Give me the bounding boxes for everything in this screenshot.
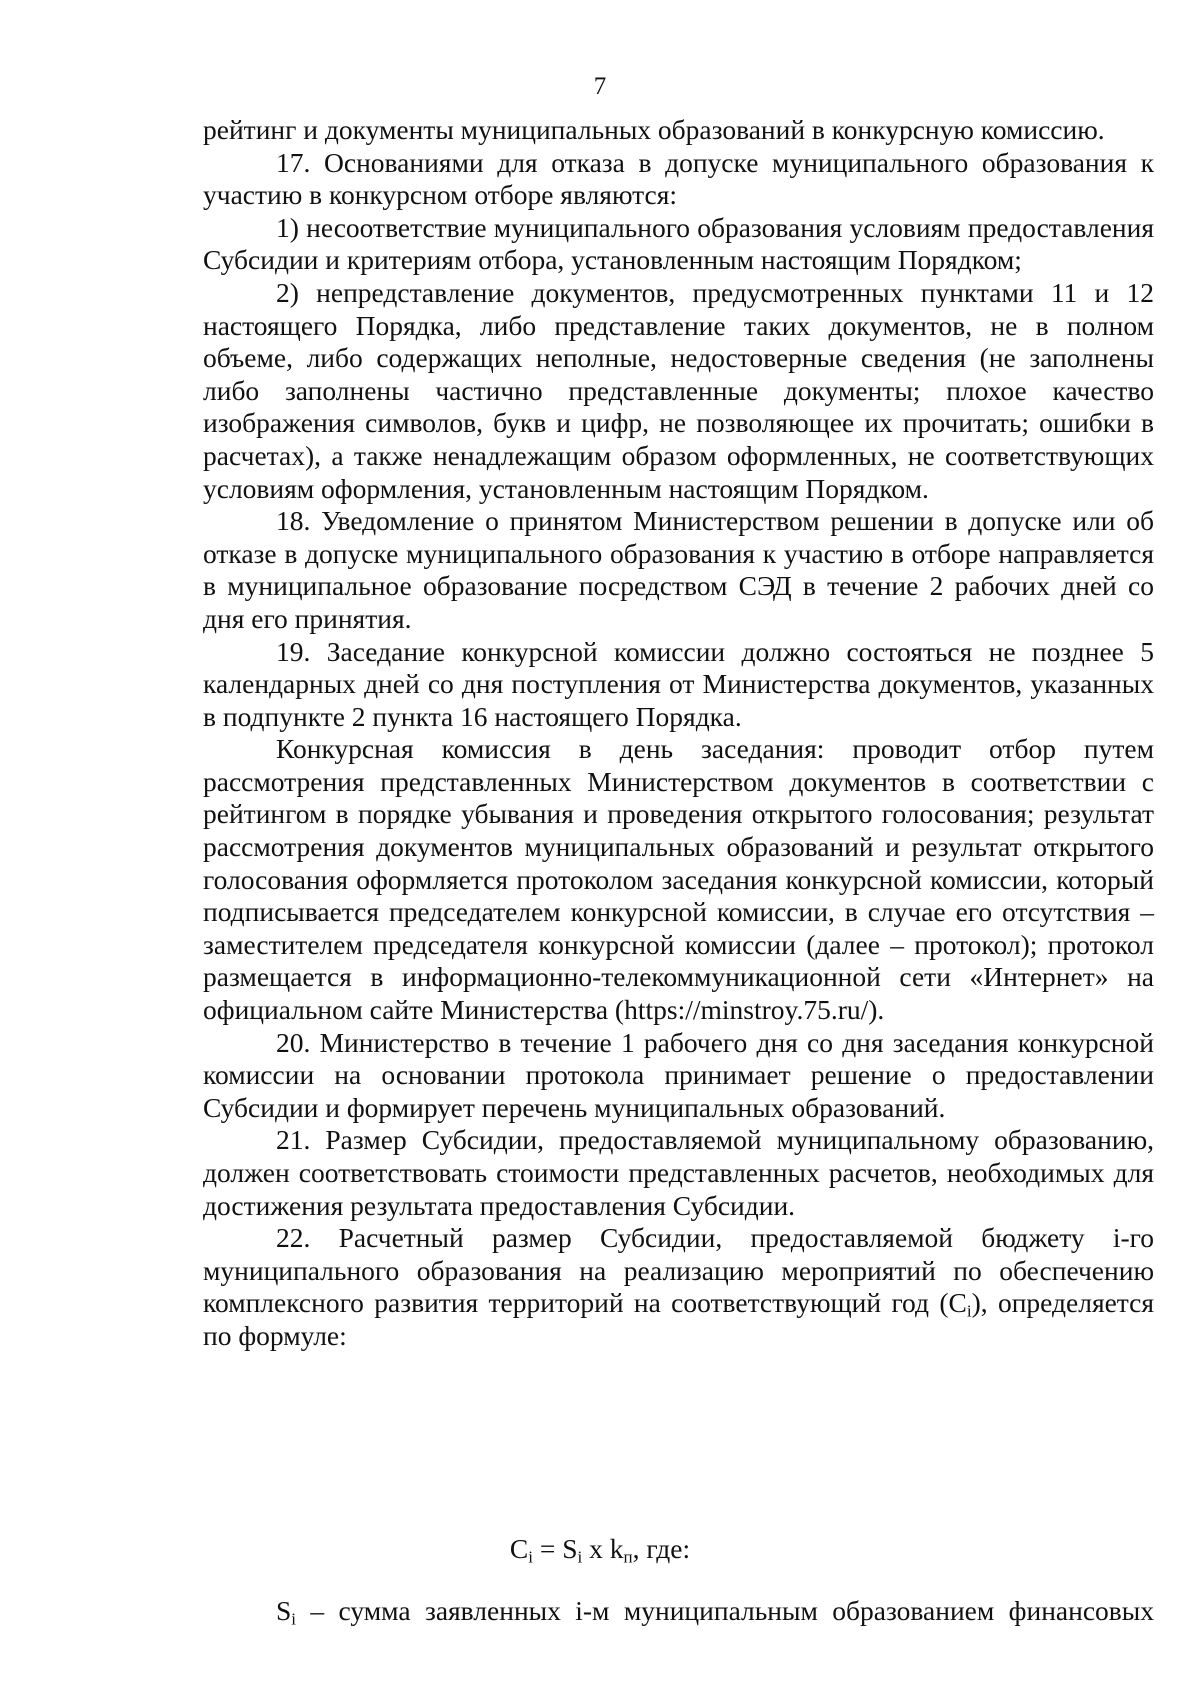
formula-s-subscript: i xyxy=(577,1547,583,1567)
formula-k: k xyxy=(609,1533,624,1564)
definition-symbol-subscript: i xyxy=(291,1609,297,1629)
paragraph-19: 19. Заседание конкурсной комиссии должно состояться не позднее 5 календарных дней со дня поступления от Министерства документов, указанных в подпункте 2 пункта 16 настоящего Порядка. xyxy=(203,635,1154,732)
formula-c-subscript: i xyxy=(528,1547,533,1567)
formula-definition-si xyxy=(203,1594,1154,1628)
page-number: 7 xyxy=(593,73,607,100)
paragraph-22-text-after: ), определяется по формуле: xyxy=(203,1287,1155,1351)
paragraph-22-text-before: 22. Расчетный размер Субсидии, предоставляемой бюджету i-го муниципального образования на реализацию мероприятий по обеспечению комплексного развития территорий на соответствующий год (C xyxy=(203,1222,1154,1319)
paragraph-continuation: рейтинг и документы муниципальных образований в конкурсную комиссию. xyxy=(203,114,1105,145)
formula-times: x xyxy=(582,1533,610,1564)
definition-text: – сумма заявленных i-м муниципальным образованием финансовых xyxy=(296,1595,1154,1626)
paragraph-22-subscript: i xyxy=(966,1301,972,1321)
formula-c: C xyxy=(509,1533,529,1564)
paragraph-17-item-2: 2) непредставление документов, предусмотренных пунктами 11 и 12 настоящего Порядка, либо представление таких документов, не в полном объеме, либо содержащих неполные, недостоверные сведения (не заполнены либо заполнены частично представленные документы; плохое качество изображения символов, букв и цифр, не позволяющее их прочитать; ошибки в расчетах), а также ненадлежащим образом оформленных, не соответствующих условиям оформления, установленным настоящим Порядком. xyxy=(203,276,1154,504)
formula-k-subscript: п xyxy=(623,1547,633,1567)
formula-tail: , где: xyxy=(632,1533,691,1564)
paragraph-17-item-1: 1) несоответствие муниципального образования условиям предоставления Субсидии и критериям отбора, установленным настоящим Порядком; xyxy=(203,211,1154,276)
subsidy-formula xyxy=(0,1532,1200,1566)
document-body xyxy=(203,114,1154,1353)
definition-symbol: S xyxy=(276,1595,292,1626)
paragraph-21: 21. Размер Субсидии, предоставляемой муниципальному образованию, должен соответствовать стоимости представленных расчетов, необходимых для достижения результата предоставления Субсидии. xyxy=(203,1124,1154,1221)
formula-equals: = xyxy=(532,1533,563,1564)
paragraph-19-commission: Конкурсная комиссия в день заседания: проводит отбор путем рассмотрения представленных Министерством документов в соответствии с рейтингом в порядке убывания и проведения открытого голосования; результат рассмотрения документов муниципальных образований и результат открытого голосования оформляется протоколом заседания конкурсной комиссии, который подписывается председателем конкурсной комиссии, в случае его отсутствия – заместителем председателя конкурсной комиссии (далее – протокол); протокол размещается в информационно-телекоммуникационной сети «Интернет» на официальном сайте Министерства (https://minstroy.75.ru/). xyxy=(203,733,1154,1026)
paragraph-17: 17. Основаниями для отказа в допуске муниципального образования к участию в конкурсном отборе являются: xyxy=(203,146,1154,211)
paragraph-18: 18. Уведомление о принятом Министерством решении в допуске или об отказе в допуске муниципального образования к участию в отборе направляется в муниципальное образование посредством СЭД в течение 2 рабочих дней со дня его принятия. xyxy=(203,505,1154,634)
paragraph-20: 20. Министерство в течение 1 рабочего дня со дня заседания конкурсной комиссии на основании протокола принимает решение о предоставлении Субсидии и формирует перечень муниципальных образований. xyxy=(203,1026,1154,1123)
paragraph-22 xyxy=(203,1222,1154,1352)
formula-s: S xyxy=(562,1533,578,1564)
